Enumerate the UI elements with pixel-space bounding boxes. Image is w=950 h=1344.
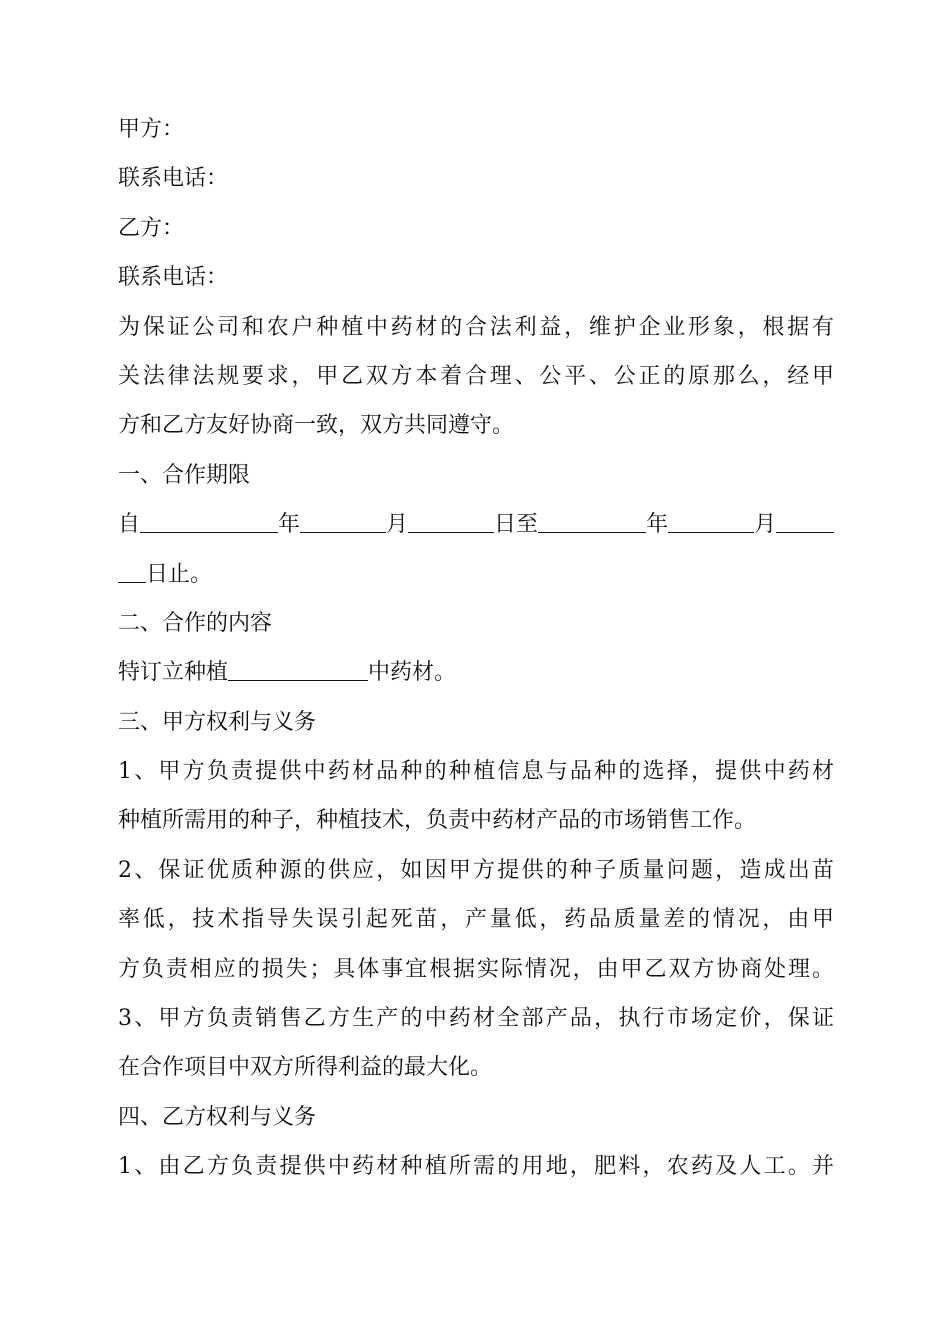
blank-crop-name[interactable] <box>228 660 368 681</box>
blank-start-day[interactable] <box>408 512 494 533</box>
contract-document <box>118 105 834 1192</box>
blank-start-year[interactable] <box>140 512 278 533</box>
party-b-label: 乙方： <box>118 215 185 241</box>
party-a-phone-label: 联系电话： <box>118 166 229 192</box>
blank-end-day-part-2[interactable] <box>118 562 146 583</box>
blank-end-month[interactable] <box>668 512 754 533</box>
term-year-2: 年 <box>646 512 669 538</box>
blank-end-day-part-1[interactable] <box>776 512 834 533</box>
section-1-heading: 一、合作期限 <box>118 462 251 488</box>
section-3-line-2: 种植所需用的种子，种植技术，负责中药材产品的市场销售工作。 <box>118 808 757 834</box>
term-day-1: 日至 <box>494 512 539 538</box>
term-from: 自 <box>118 512 141 538</box>
section-4-heading: 四、乙方权利与义务 <box>118 1104 317 1130</box>
party-a-label: 甲方： <box>118 117 185 142</box>
section-3-line-4: 率低，技术指导失误引起死苗，产量低，药品质量差的情况，由甲 <box>118 907 834 933</box>
crop-prefix: 特订立种植 <box>118 660 229 686</box>
section-3-heading: 三、甲方权利与义务 <box>118 709 317 735</box>
term-end: 日止。 <box>146 561 213 587</box>
blank-start-month[interactable] <box>300 512 386 533</box>
section-3-line-3: 2、保证优质种源的供应，如因甲方提供的种子质量问题，造成出苗 <box>118 857 834 883</box>
term-month-2: 月 <box>754 512 777 538</box>
blank-end-year[interactable] <box>538 512 646 533</box>
section-4-line-1: 1、由乙方负责提供中药材种植所需的用地，肥料，农药及人工。并 <box>118 1154 834 1180</box>
term-line <box>118 500 834 549</box>
crop-suffix: 中药材。 <box>368 660 457 686</box>
intro-line-1: 为保证公司和农户种植中药材的合法利益，维护企业形象，根据有 <box>118 314 834 340</box>
section-3-line-6: 3、甲方负责销售乙方生产的中药材全部产品，执行市场定价，保证 <box>118 1006 834 1032</box>
intro-line-2: 关法律法规要求，甲乙双方本着合理、公平、公正的原那么，经甲 <box>118 363 834 389</box>
crop-line <box>118 648 834 697</box>
intro-line-3: 方和乙方友好协商一致，双方共同遵守。 <box>118 413 515 439</box>
term-month-1: 月 <box>386 512 409 538</box>
party-b-phone-label: 联系电话： <box>118 265 229 291</box>
section-3-line-1: 1、甲方负责提供中药材品种的种植信息与品种的选择，提供中药材 <box>118 759 834 785</box>
section-2-heading: 二、合作的内容 <box>118 610 273 636</box>
section-3-line-5: 方负责相应的损失；具体事宜根据实际情况，由甲乙双方协商处理。 <box>118 956 834 982</box>
term-year-1: 年 <box>278 512 301 538</box>
term-line-continued <box>118 550 834 599</box>
section-3-line-7: 在合作项目中双方所得利益的最大化。 <box>118 1055 493 1081</box>
